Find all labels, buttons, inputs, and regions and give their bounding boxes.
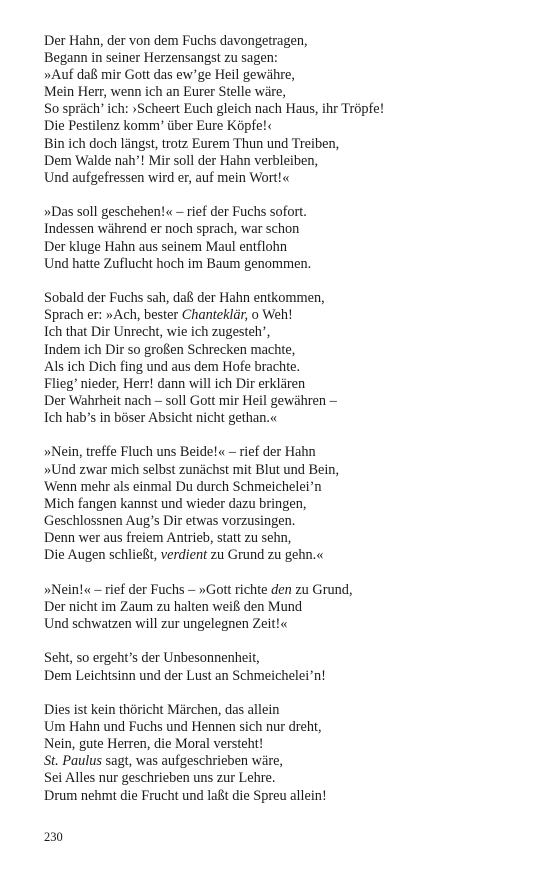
verse-segment: Flieg’ nieder, Herr! dann will ich Dir erklären [44,375,306,392]
verse-line [44,410,514,427]
verse-segment: »Und zwar mich selbst zunächst mit Blut und Bein, [44,461,340,478]
verse-line [44,342,514,359]
verse-segment: Und hatte Zuflucht hoch im Baum genommen. [44,255,312,272]
verse-line [44,736,514,753]
verse-segment: Sei Alles nur geschrieben uns zur Lehre. [44,770,276,787]
verse-line [44,153,514,170]
verse-segment: Der nicht im Zaum zu halten weiß den Mund [44,598,303,615]
verse-segment: Denn wer aus freiem Antrieb, statt zu sehn, [44,529,292,546]
verse-emphasis: verdient [160,547,208,564]
poem-text [44,33,514,822]
page-number: 230 [44,830,63,844]
verse-line [44,33,514,50]
verse-emphasis: den [271,581,292,598]
verse-segment: Indessen während er noch sprach, war schon [44,221,300,238]
verse-line [44,67,514,84]
verse-segment: Die Augen schließt, [44,547,161,564]
verse-line [44,770,514,787]
verse-line [44,170,514,187]
verse-line [44,239,514,256]
verse-line [44,668,514,685]
verse-emphasis: Chanteklär, [181,307,249,324]
verse-line [44,650,514,667]
verse-line [44,616,514,633]
verse-line [44,136,514,153]
stanza [44,650,514,684]
verse-line [44,101,514,118]
verse-line [44,719,514,736]
verse-line [44,444,514,461]
verse-segment: »Nein, treffe Fluch uns Beide!« – rief der Hahn [44,444,316,461]
verse-line [44,324,514,341]
verse-line [44,256,514,273]
verse-line [44,359,514,376]
verse-segment: So spräch’ ich: ›Scheert Euch gleich nach Haus, ihr Tröpfe! [44,101,385,118]
verse-line [44,204,514,221]
verse-line [44,496,514,513]
verse-line [44,753,514,770]
verse-segment: Dem Leichtsinn und der Lust an Schmeichelei’n! [44,667,326,684]
verse-segment: Um Hahn und Fuchs und Hennen sich nur dreht, [44,719,322,736]
verse-segment: o Weh! [248,307,293,324]
verse-emphasis: St. Paulus [44,753,102,770]
verse-line [44,376,514,393]
verse-segment: Drum nehmt die Frucht und laßt die Spreu allein! [44,787,327,804]
verse-line [44,84,514,101]
verse-line [44,479,514,496]
verse-segment: Geschlossnen Aug’s Dir etwas vorzusingen. [44,512,296,529]
verse-line [44,513,514,530]
verse-line [44,307,514,324]
verse-segment: Und schwatzen will zur ungelegnen Zeit!« [44,615,288,632]
verse-segment: Seht, so ergeht’s der Unbesonnenheit, [44,650,260,667]
verse-segment: zu Grund, [291,581,353,598]
verse-segment: Indem ich Dir so großen Schrecken machte, [44,341,296,358]
verse-line [44,118,514,135]
verse-line [44,530,514,547]
verse-segment: Die Pestilenz komm’ über Eure Köpfe!‹ [44,118,273,135]
verse-segment: Bin ich doch längst, trotz Eurem Thun und Treiben, [44,135,340,152]
stanza [44,33,514,187]
verse-segment: »Das soll geschehen!« – rief der Fuchs sofort. [44,204,307,221]
verse-line [44,462,514,479]
verse-segment: Der Hahn, der von dem Fuchs davongetragen, [44,33,308,49]
verse-line [44,50,514,67]
verse-segment: Nein, gute Herren, die Moral versteht! [44,736,264,753]
verse-line [44,547,514,564]
verse-segment: Mich fangen kannst und wieder dazu bringen, [44,495,307,512]
verse-segment: »Nein!« – rief der Fuchs – »Gott richte [44,581,272,598]
verse-segment: Begann in seiner Herzensangst zu sagen: [44,50,278,67]
verse-segment: Wenn mehr als einmal Du durch Schmeichelei’n [44,478,322,495]
stanza [44,290,514,427]
verse-line [44,290,514,307]
verse-segment: Mein Herr, wenn ich an Eurer Stelle wäre, [44,84,286,101]
verse-line [44,788,514,805]
verse-segment: sagt, was aufgeschrieben wäre, [101,753,283,770]
verse-segment: Ich that Dir Unrecht, wie ich zugesteh’, [44,324,271,341]
verse-line [44,702,514,719]
verse-segment: »Auf daß mir Gott das ew’ge Heil gewähre, [44,67,295,84]
verse-line [44,582,514,599]
verse-segment: Sprach er: »Ach, bester [44,307,182,324]
verse-segment: Und aufgefressen wird er, auf mein Wort!« [44,169,290,186]
stanza [44,444,514,564]
verse-segment: Sobald der Fuchs sah, daß der Hahn entkommen, [44,290,325,307]
verse-line [44,221,514,238]
verse-line [44,393,514,410]
verse-segment: Ich hab’s in böser Absicht nicht gethan.« [44,409,278,426]
verse-segment: Als ich Dich fing und aus dem Hofe brachte. [44,358,301,375]
verse-segment: zu Grund zu gehn.« [207,547,324,564]
verse-line [44,599,514,616]
verse-segment: Dies ist kein thöricht Märchen, das allein [44,702,280,719]
stanza [44,204,514,272]
verse-segment: Der Wahrheit nach – soll Gott mir Heil gewähren – [44,392,337,409]
stanza [44,582,514,633]
verse-segment: Dem Walde nah’! Mir soll der Hahn verbleiben, [44,152,319,169]
stanza [44,702,514,805]
verse-segment: Der kluge Hahn aus seinem Maul entflohn [44,238,287,255]
